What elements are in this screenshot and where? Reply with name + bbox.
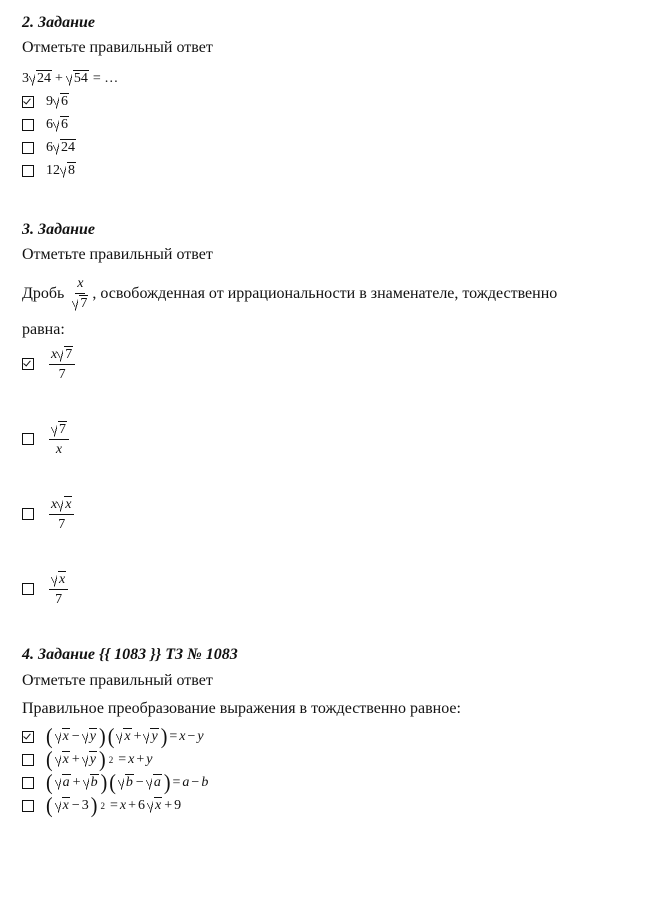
task-2-option-1[interactable]: 9 6 bbox=[22, 90, 643, 113]
checkbox[interactable] bbox=[22, 508, 34, 520]
task-2-option-3[interactable]: 6 24 bbox=[22, 136, 643, 159]
task-4-option-4[interactable] bbox=[22, 794, 643, 817]
expression: ( x − 3 ) 2 = x + 6 x + 9 bbox=[46, 793, 182, 818]
checkbox[interactable] bbox=[22, 433, 34, 445]
task-3-title: 3. Задание bbox=[22, 221, 95, 238]
fraction: $\frac{x 7}{7}$ bbox=[49, 346, 75, 383]
task-2-title: 2. Задание bbox=[22, 14, 95, 31]
task-3-option-1[interactable] bbox=[22, 344, 643, 384]
task-4-option-3[interactable] bbox=[22, 771, 643, 794]
q-tail: = … bbox=[92, 70, 119, 86]
task-3-option-2[interactable] bbox=[22, 419, 643, 459]
task-3-stem: Дробь $\frac{x}{7}$ , освобожденная от иррациональности в знаменателе, тождественно bbox=[22, 276, 558, 311]
task-3-instruction: Отметьте правильный ответ bbox=[22, 246, 213, 263]
checkbox[interactable] bbox=[22, 119, 34, 131]
fraction: $\frac{7}{x}$ bbox=[49, 421, 69, 458]
task-3-option-4[interactable] bbox=[22, 569, 643, 609]
sqrt-54: 54 bbox=[73, 71, 88, 86]
sqrt: 6 bbox=[61, 94, 68, 109]
checked-checkbox[interactable] bbox=[22, 731, 34, 743]
checkbox[interactable] bbox=[22, 800, 34, 812]
checkbox[interactable] bbox=[22, 142, 34, 154]
sqrt: 8 bbox=[68, 163, 75, 178]
expression: ( x − y ) ( x + y ) = x − y bbox=[46, 724, 204, 749]
checkbox[interactable] bbox=[22, 777, 34, 789]
sqrt: 24 bbox=[61, 140, 75, 155]
checked-checkbox[interactable] bbox=[22, 96, 34, 108]
task-2-question bbox=[22, 67, 643, 90]
fraction: $\frac{x}{7}$ bbox=[77, 276, 88, 311]
sqrt-24: 24 bbox=[37, 71, 51, 86]
task-3-stem-line2: равна: bbox=[22, 321, 65, 338]
task-4-option-1[interactable] bbox=[22, 725, 643, 748]
task-4-option-2[interactable] bbox=[22, 748, 643, 771]
task-3-option-3[interactable] bbox=[22, 494, 643, 534]
task-4-instruction: Отметьте правильный ответ bbox=[22, 672, 213, 689]
q-coef: 3 bbox=[22, 70, 29, 86]
task-2 bbox=[22, 13, 643, 182]
checkbox[interactable] bbox=[22, 583, 34, 595]
task-2-option-2[interactable]: 6 6 bbox=[22, 113, 643, 136]
expression: ( x + y ) 2 = x + y bbox=[46, 747, 153, 772]
task-2-instruction: Отметьте правильный ответ bbox=[22, 39, 213, 56]
task-2-option-4[interactable]: 12 8 bbox=[22, 159, 643, 182]
q-plus: + bbox=[55, 70, 63, 86]
checked-checkbox[interactable] bbox=[22, 358, 34, 370]
fraction: $\frac{\text{x x}}{7}$ bbox=[49, 496, 74, 533]
checkbox[interactable] bbox=[22, 754, 34, 766]
expression: ( a + b ) ( b − a ) = a − b bbox=[46, 770, 209, 795]
fraction: $\frac{x}{7}$ bbox=[49, 571, 68, 608]
checkbox[interactable] bbox=[22, 165, 34, 177]
sqrt: 6 bbox=[61, 117, 68, 132]
task-3 bbox=[22, 220, 643, 609]
task-4-stem: Правильное преобразование выражения в тождественно равное: bbox=[22, 700, 461, 717]
task-4-title: 4. Задание {{ 1083 }} ТЗ № 1083 bbox=[22, 646, 238, 663]
sqrt: 7 bbox=[80, 296, 88, 311]
task-4 bbox=[22, 645, 643, 817]
